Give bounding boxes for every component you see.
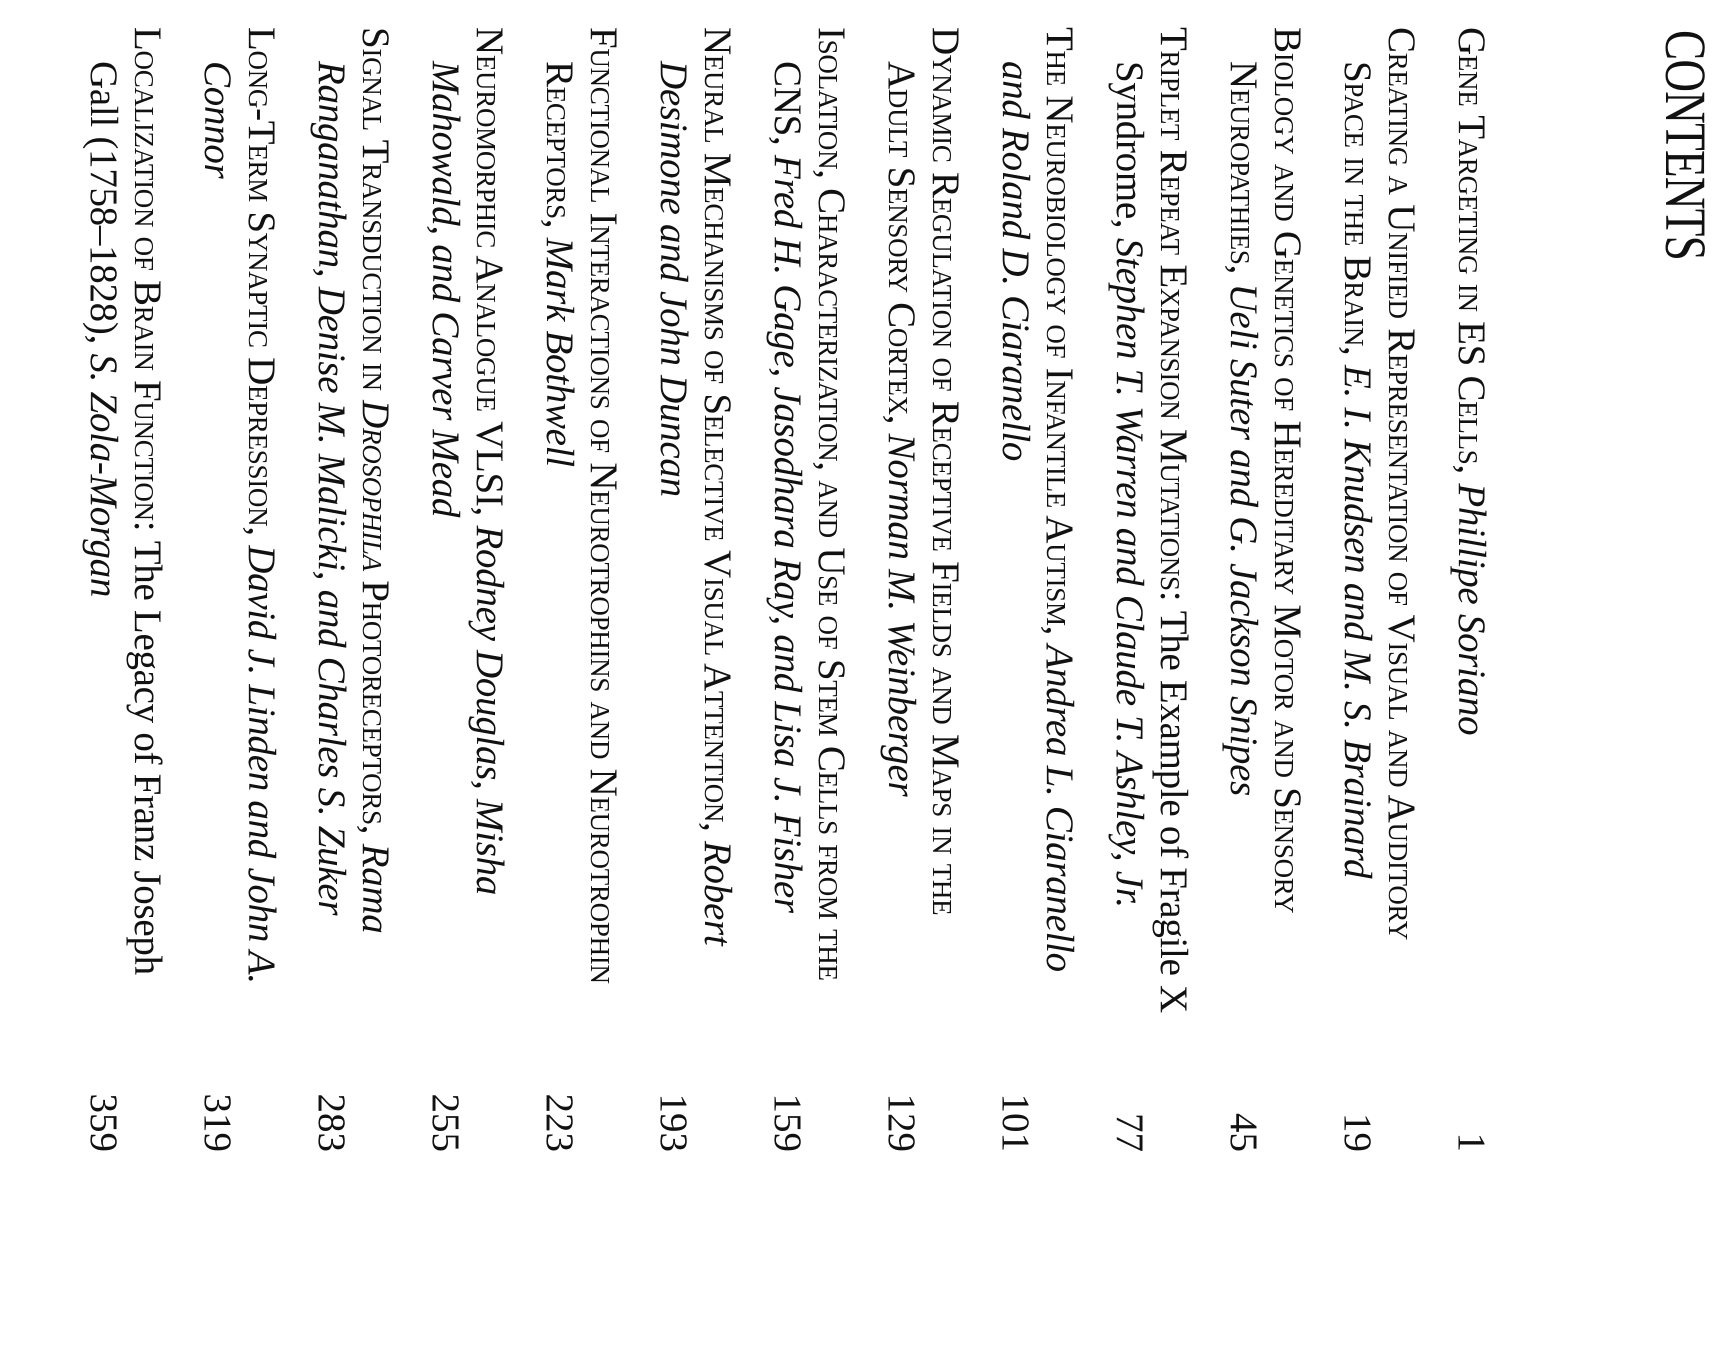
entry-authors: Mark Bothwell bbox=[538, 237, 581, 467]
entry-title-segment: Localization of Brain Function: bbox=[126, 27, 169, 541]
page-number: 319 bbox=[196, 1093, 239, 1152]
toc-entry-line bbox=[1265, 27, 1309, 1042]
entry-title-segment: CNS, bbox=[766, 61, 809, 155]
toc-entry-line bbox=[581, 27, 625, 1042]
toc-entry-text bbox=[879, 27, 967, 1042]
toc-entry-line bbox=[993, 27, 1037, 1042]
toc-entry-line bbox=[879, 27, 923, 1042]
toc-entry-text bbox=[1221, 27, 1309, 1042]
entry-authors: Ranganathan, Denise M. Malicki, and Charles S. Zuker bbox=[310, 61, 353, 916]
page-number: 19 bbox=[1336, 1113, 1379, 1152]
toc-entry-text bbox=[1449, 27, 1493, 1042]
entry-authors: Stephen T. Warren and Claude T. Ashley, Jr. bbox=[1108, 237, 1151, 908]
toc-entry-line bbox=[1037, 27, 1081, 1042]
entry-authors: S. Zola-Morgan bbox=[82, 353, 125, 598]
entry-authors: Rama bbox=[354, 843, 397, 934]
toc-entry-text bbox=[81, 27, 169, 1042]
toc-entry-line bbox=[923, 27, 967, 1042]
entry-title-segment: Neuropathies, bbox=[1222, 61, 1265, 284]
toc-entry-line bbox=[81, 27, 125, 1042]
toc-entry-text bbox=[537, 27, 625, 1042]
entry-title-segment: Adult Sensory Cortex, bbox=[880, 61, 923, 434]
toc-entry-line bbox=[1449, 27, 1493, 1042]
toc-entry-line bbox=[651, 27, 695, 1042]
toc-entry-line bbox=[695, 27, 739, 1042]
toc-entry-line bbox=[1379, 27, 1423, 1042]
toc-entry-line bbox=[353, 27, 397, 1042]
toc-entry-line bbox=[1335, 27, 1379, 1042]
page-number: 101 bbox=[994, 1093, 1037, 1152]
toc-entry-line bbox=[309, 27, 353, 1042]
toc-entry bbox=[651, 27, 739, 1152]
entry-title-segment: Dynamic Regulation of Receptive Fields and Maps in the bbox=[924, 27, 967, 916]
toc-entry bbox=[81, 27, 169, 1152]
toc-entry-text bbox=[1107, 27, 1195, 1042]
toc-entry bbox=[879, 27, 967, 1152]
entry-title-segment: The Legacy of Franz Joseph bbox=[126, 540, 169, 975]
toc-entry-line bbox=[809, 27, 853, 1042]
entry-authors: Connor bbox=[196, 61, 239, 179]
entry-title-segment: Receptors, bbox=[538, 61, 581, 238]
toc-entry-text bbox=[309, 27, 397, 1042]
toc-entry-line bbox=[195, 27, 239, 1042]
page-number: 255 bbox=[424, 1093, 467, 1152]
entry-title-segment: Gene Targeting in ES Cells, bbox=[1450, 27, 1493, 484]
entry-title-segment: Functional Interactions of Neurotrophins and Neurotrophin bbox=[582, 27, 625, 984]
page-title: CONTENTS bbox=[1653, 30, 1718, 261]
toc-entry bbox=[993, 27, 1081, 1152]
entry-title-segment: Neuromorphic Analogue bbox=[468, 27, 511, 422]
entry-authors: Robert bbox=[696, 841, 739, 946]
page-number: 223 bbox=[538, 1093, 581, 1152]
toc-entry-text bbox=[1335, 27, 1423, 1042]
entry-authors: E. I. Knudsen and M. S. Brainard bbox=[1336, 364, 1379, 879]
entry-authors: Phillipe Soriano bbox=[1450, 483, 1493, 736]
entry-title-segment: Drosophila bbox=[354, 400, 397, 571]
page-number: 283 bbox=[310, 1093, 353, 1152]
toc-entry-line bbox=[1221, 27, 1265, 1042]
toc-entry-text bbox=[993, 27, 1081, 1042]
toc-entry-line bbox=[765, 27, 809, 1042]
page-number: 193 bbox=[652, 1093, 695, 1152]
entry-authors: and Roland D. Ciaranello bbox=[994, 61, 1037, 462]
entry-authors: Desimone and John Duncan bbox=[652, 61, 695, 497]
toc-entry-text bbox=[195, 27, 283, 1042]
toc-entry-line bbox=[467, 27, 511, 1042]
entry-title-segment: The Neurobiology of Infantile Autism, bbox=[1038, 27, 1081, 645]
entry-authors: Fred H. Gage, Jasodhara Ray, and Lisa J. Fisher bbox=[766, 154, 809, 913]
entry-title-segment: Space in the Brain, bbox=[1336, 61, 1379, 365]
entry-authors: David J. Linden and John A. bbox=[240, 545, 283, 984]
entry-authors: Andrea L. Ciaranello bbox=[1038, 644, 1081, 972]
toc-entry-line bbox=[125, 27, 169, 1042]
toc-entry-line bbox=[239, 27, 283, 1042]
toc-entry bbox=[1221, 27, 1309, 1152]
toc-entry bbox=[423, 27, 511, 1152]
table-of-contents bbox=[55, 27, 1493, 1152]
toc-entry-line bbox=[537, 27, 581, 1042]
page-number: 159 bbox=[766, 1093, 809, 1152]
entry-authors: Rodney Douglas, Misha bbox=[468, 525, 511, 896]
entry-title-segment: Gall (1758–1828), bbox=[82, 61, 125, 354]
toc-entry-line bbox=[1107, 27, 1151, 1042]
page-number: 77 bbox=[1108, 1113, 1151, 1152]
entry-title-segment: Syndrome, bbox=[1108, 61, 1151, 238]
entry-title-segment: The Example of Fragile X bbox=[1152, 610, 1195, 1013]
entry-authors: Norman M. Weinberger bbox=[880, 433, 923, 797]
toc-entry bbox=[765, 27, 853, 1152]
page-number: 359 bbox=[82, 1093, 125, 1152]
toc-entry-line bbox=[423, 27, 467, 1042]
entry-authors: Ueli Suter and G. Jackson Snipes bbox=[1222, 283, 1265, 796]
toc-entry-text bbox=[765, 27, 853, 1042]
toc-entry bbox=[1449, 27, 1493, 1152]
page-number: 45 bbox=[1222, 1113, 1265, 1152]
toc-entry-text bbox=[651, 27, 739, 1042]
page-number: 1 bbox=[1450, 1132, 1493, 1152]
entry-title-segment: Photoreceptors, bbox=[354, 570, 397, 844]
entry-title-segment: Long-Term Synaptic Depression, bbox=[240, 27, 283, 546]
entry-title-segment: Biology and Genetics of Hereditary Motor and Sensory bbox=[1266, 27, 1309, 914]
entry-title-segment: Neural Mechanisms of Selective Visual Attention, bbox=[696, 27, 739, 842]
toc-entry bbox=[309, 27, 397, 1152]
toc-entry-text bbox=[423, 27, 511, 1042]
entry-title-segment: Isolation, Characterization, and Use of Stem Cells from the bbox=[810, 27, 853, 981]
entry-title-segment: Triplet Repeat Expansion Mutations: bbox=[1152, 27, 1195, 611]
entry-title-segment: Signal Transduction in bbox=[354, 27, 397, 401]
entry-title-segment: VLSI, bbox=[468, 421, 511, 526]
toc-entry bbox=[1335, 27, 1423, 1152]
entry-title-segment: Creating a Unified Representation of Visual and Auditory bbox=[1380, 27, 1423, 940]
toc-entry bbox=[195, 27, 283, 1152]
page-number: 129 bbox=[880, 1093, 923, 1152]
toc-entry bbox=[537, 27, 625, 1152]
toc-entry bbox=[1107, 27, 1195, 1152]
entry-authors: Mahowald, and Carver Mead bbox=[424, 61, 467, 518]
toc-entry-line bbox=[1151, 27, 1195, 1042]
